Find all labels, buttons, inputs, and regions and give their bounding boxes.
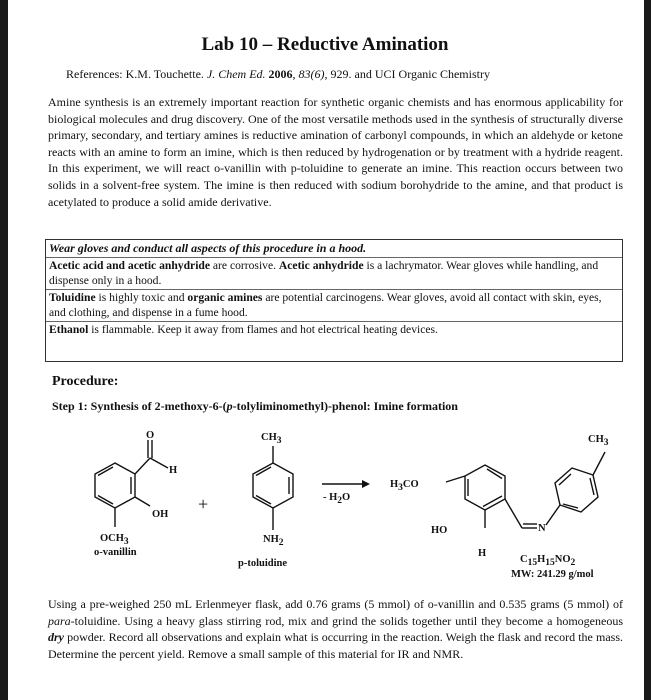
product-mw: MW: 241.29 g/mol xyxy=(511,569,594,580)
ovanillin-name: o-vanillin xyxy=(94,547,137,558)
ptoluidine-nh2-sub: 2 xyxy=(278,538,284,548)
product-h3co-h: H xyxy=(390,479,399,490)
ovanillin-och3-sub: 3 xyxy=(123,537,129,547)
product-bonds xyxy=(446,476,560,528)
safety-acetic-text1: are corrosive. xyxy=(210,258,279,272)
ovanillin-ring xyxy=(95,463,135,508)
safety-ethanol-text: is flammable. Keep it away from flames and hot electrical heating devices. xyxy=(88,322,438,336)
safety-acetic-text2: is a lachrymator. Wear gloves while handling, and dispense only in a hood. xyxy=(49,258,599,287)
references-year: 2006 xyxy=(268,67,293,81)
reaction-scheme xyxy=(60,420,620,590)
plus-sign: + xyxy=(198,494,209,514)
procedure-text2: -toluidine. Using a heavy glass stirring rod, mix and grind the solids together until they become a homogeneous xyxy=(70,613,623,628)
safety-header: Wear gloves and conduct all aspects of this procedure in a hood. xyxy=(46,240,622,258)
formula-c: C xyxy=(520,554,528,565)
product-n: N xyxy=(538,523,546,534)
ovanillin-och: OCH xyxy=(100,533,124,544)
intro-paragraph: Amine synthesis is an extremely important reaction for synthetic organic chemists and has enormous applicability for biological molecules and drug discovery. One of the most versatile methods used in the synthesis of structurally diverse primary, secondary, and tertiary amines is reductive amination of carbonyl compounds, in which an aldehyde or ketone reacts with an amine to form an imine, which is then reduced by hydrogenation or by treatment with a hydride reagent. In this experiment, we will react o-vanillin with p-toluidine to generate an imine. This reaction occurs between two solids in a solvent-free system. The imine is then reduced with sodium borohydride to the amine, and that product is acetylated to produce a solid amide derivative. xyxy=(48,95,623,209)
product-h3co-sub: 3 xyxy=(398,483,403,493)
ovanillin-o: O xyxy=(146,430,155,441)
safety-acetic-bold2: Acetic anhydride xyxy=(278,258,364,272)
product-formula xyxy=(520,554,576,568)
ptoluidine-name: p-toluidine xyxy=(238,558,288,569)
formula-h: H xyxy=(537,554,546,565)
references-line: References: K.M. Touchette. J. Chem Ed. 2006, 83(6), 929. and UCI Organic Chemistry xyxy=(66,67,490,81)
product-ho: HO xyxy=(431,525,448,536)
ptoluidine-ch3-sub: 3 xyxy=(276,436,282,446)
page-title: Lab 10 – Reductive Amination xyxy=(201,34,449,55)
step1-heading xyxy=(52,399,458,414)
product-imine-h: H xyxy=(478,548,487,559)
formula-no: NO xyxy=(554,554,571,565)
procedure-text3: powder. Record all observations and explain what is occurring in the reaction. Weigh the flask and record the mass. Determine the percent yield. Remove a small sample of this material for IR and NMR. xyxy=(48,630,623,661)
references-journal: J. Chem Ed. xyxy=(206,67,266,81)
product-ch: CH xyxy=(588,434,604,445)
safety-toluidine xyxy=(46,290,622,322)
procedure-heading: Procedure: xyxy=(52,374,119,389)
safety-toluidine-text2: are potential carcinogens. Wear gloves, avoid all contact with skin, eyes, and clothing, and dispense in a fume hood. xyxy=(49,290,602,319)
formula-h-sub: 15 xyxy=(545,558,555,568)
ptoluidine-ch3 xyxy=(261,432,282,446)
reagent-o: O xyxy=(342,492,351,503)
procedure-para-italic: para xyxy=(48,613,71,628)
step1-heading-b: -tolyliminomethyl)-phenol: Imine formation xyxy=(232,399,458,413)
step1-heading-a: Step 1: Synthesis of 2-methoxy-6-( xyxy=(52,399,227,413)
safety-toluidine-text1: is highly toxic and xyxy=(95,290,188,304)
ovanillin-h: H xyxy=(169,465,178,476)
ovanillin-oh: OH xyxy=(152,509,169,520)
references-rest: , 929. and UCI Organic Chemistry xyxy=(324,67,490,81)
product-ring1 xyxy=(465,465,505,510)
product-ch3-sub: 3 xyxy=(603,438,609,448)
step1-heading-p: p xyxy=(226,399,233,413)
left-frame-edge xyxy=(0,0,8,700)
product-ring2 xyxy=(555,452,605,512)
procedure-paragraph xyxy=(48,596,623,662)
safety-acetic xyxy=(46,258,622,290)
document-page xyxy=(20,0,630,700)
ptoluidine-ring xyxy=(253,463,293,508)
formula-o-sub: 2 xyxy=(570,558,576,568)
safety-ethanol-bold: Ethanol xyxy=(49,322,89,336)
safety-acetic-bold1: Acetic acid and acetic anhydride xyxy=(49,258,211,272)
safety-toluidine-bold1: Toluidine xyxy=(49,290,96,304)
safety-ethanol xyxy=(46,322,622,338)
formula-c-sub: 15 xyxy=(527,558,538,568)
ovanillin-och3 xyxy=(100,533,129,547)
references-prefix: References: K.M. Touchette. xyxy=(66,67,207,81)
reagent-water xyxy=(323,492,350,506)
ptoluidine-nh: NH xyxy=(263,534,279,545)
references-volume: 83(6) xyxy=(298,67,325,81)
procedure-dry: dry xyxy=(48,630,64,645)
safety-box xyxy=(45,239,623,362)
right-frame-edge xyxy=(644,0,651,700)
product-h3co-co: CO xyxy=(402,479,419,490)
product-ch3 xyxy=(588,434,609,448)
product-h3co xyxy=(390,479,419,493)
safety-toluidine-bold2: organic amines xyxy=(187,290,263,304)
procedure-text1: Using a pre-weighed 250 mL Erlenmeyer flask, add 0.76 grams (5 mmol) of o-vanillin and 0.535 grams (5 mmol) of xyxy=(48,597,623,611)
ptoluidine-nh2 xyxy=(263,534,284,548)
reagent-sub: 2 xyxy=(337,496,343,506)
ptoluidine-ch: CH xyxy=(261,432,277,443)
reagent-h: - H xyxy=(323,492,338,503)
